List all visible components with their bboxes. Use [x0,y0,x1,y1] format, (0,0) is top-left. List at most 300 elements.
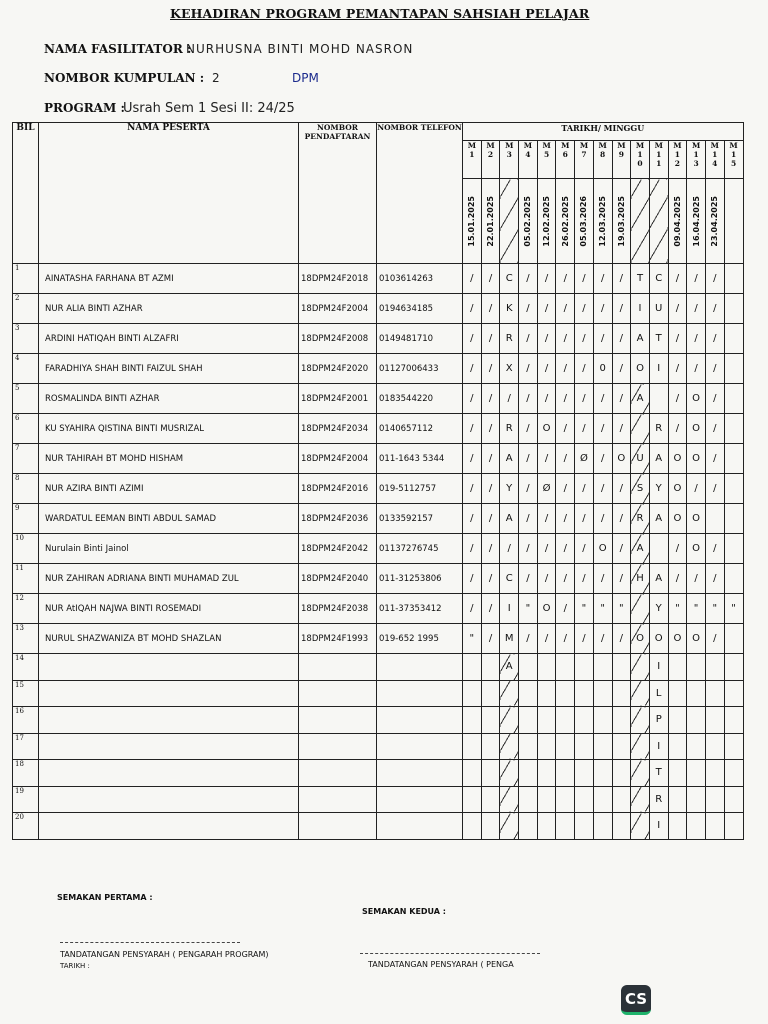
phone-number [377,707,463,734]
attendance-mark [519,707,538,734]
date1-label: TARIKH : [60,962,90,970]
group-extra: DPM [292,71,319,85]
table-row [13,444,744,474]
attendance-mark: / [575,384,594,414]
attendance-mark: / [687,564,706,594]
attendance-mark: " [575,594,594,624]
attendance-mark: / [537,324,556,354]
attendance-mark [705,707,724,734]
attendance-mark: " [519,594,538,624]
attendance-mark: / [463,444,482,474]
attendance-mark [519,786,538,813]
attendance-mark: / [705,294,724,324]
attendance-mark: / [481,324,500,354]
week-header: M 1 4 [705,141,724,179]
attendance-mark [705,813,724,840]
attendance-mark: I [631,294,650,324]
col-weeks-title: TARIKH/ MINGGU [463,123,744,141]
table-row [13,474,744,504]
attendance-mark: / [705,354,724,384]
date-label: 05.02.2025 [523,195,533,247]
attendance-mark: R [649,786,668,813]
row-number: 20 [13,813,39,840]
attendance-mark [519,733,538,760]
participant-name [39,760,299,787]
registration-number: 18DPM24F2016 [299,474,377,504]
attendance-mark [687,813,706,840]
attendance-mark: H [631,564,650,594]
attendance-mark [500,680,519,707]
date-label: 12.02.2025 [542,195,552,247]
attendance-mark [724,707,743,734]
table-row [13,294,744,324]
attendance-mark: / [612,414,631,444]
attendance-mark: " [668,594,687,624]
row-number: 13 [13,624,39,654]
participant-name: WARDATUL EEMAN BINTI ABDUL SAMAD [39,504,299,534]
participant-name: NUR AZIRA BINTI AZIMI [39,474,299,504]
attendance-mark: / [463,294,482,324]
attendance-mark: / [463,504,482,534]
attendance-mark: I [649,654,668,681]
attendance-mark [724,760,743,787]
attendance-mark: P [649,707,668,734]
row-number: 9 [13,504,39,534]
row-number: 7 [13,444,39,474]
attendance-mark: / [481,354,500,384]
date-header [705,179,724,264]
attendance-mark: / [519,624,538,654]
attendance-mark: / [519,324,538,354]
attendance-mark: / [668,534,687,564]
attendance-mark: C [500,564,519,594]
attendance-mark: / [575,504,594,534]
attendance-mark: / [481,444,500,474]
attendance-mark: A [649,504,668,534]
attendance-mark: / [612,384,631,414]
registration-number: 18DPM24F2004 [299,294,377,324]
attendance-mark [724,414,743,444]
table-row [13,564,744,594]
participant-name [39,733,299,760]
table-row [13,594,744,624]
attendance-mark [575,654,594,681]
attendance-mark: A [631,384,650,414]
attendance-mark: / [612,324,631,354]
attendance-mark: / [705,444,724,474]
date-label: 16.04.2025 [691,195,701,247]
attendance-mark: O [649,624,668,654]
attendance-mark: / [593,384,612,414]
attendance-mark: R [649,414,668,444]
table-row [13,534,744,564]
attendance-mark [537,680,556,707]
attendance-mark [556,786,575,813]
week-header: M 6 [556,141,575,179]
attendance-mark: / [537,534,556,564]
participant-name [39,707,299,734]
attendance-mark: / [612,264,631,294]
attendance-mark [631,733,650,760]
attendance-mark [593,786,612,813]
attendance-mark: / [612,534,631,564]
attendance-mark: / [537,564,556,594]
attendance-mark [631,680,650,707]
phone-number: 019-652 1995 [377,624,463,654]
attendance-mark: / [556,354,575,384]
attendance-mark: / [612,474,631,504]
table-row [13,813,744,840]
attendance-mark [705,760,724,787]
date-header [481,179,500,264]
attendance-mark [724,733,743,760]
attendance-mark: S [631,474,650,504]
attendance-mark: Ø [537,474,556,504]
attendance-mark: / [593,294,612,324]
attendance-mark: / [705,534,724,564]
attendance-mark [724,534,743,564]
camscanner-badge: CS [621,985,651,1015]
attendance-mark: / [593,264,612,294]
phone-number: 0133592157 [377,504,463,534]
attendance-mark: / [500,534,519,564]
participant-name: FARADHIYA SHAH BINTI FAIZUL SHAH [39,354,299,384]
attendance-mark: R [631,504,650,534]
page-title: KEHADIRAN PROGRAM PEMANTAPAN SAHSIAH PELAJAR [170,6,590,21]
week-header: M 1 5 [724,141,743,179]
attendance-mark [612,680,631,707]
attendance-mark [519,760,538,787]
attendance-mark: Y [500,474,519,504]
date-header [668,179,687,264]
attendance-mark: / [575,624,594,654]
registration-number [299,680,377,707]
week-header: M 1 3 [687,141,706,179]
phone-number: 011-31253806 [377,564,463,594]
col-tel: NOMBOR TELEFON [377,123,463,264]
attendance-mark: / [537,384,556,414]
participant-name: NUR ZAHIRAN ADRIANA BINTI MUHAMAD ZUL [39,564,299,594]
attendance-mark [500,813,519,840]
attendance-mark [724,294,743,324]
attendance-mark [556,654,575,681]
phone-number: 01137276745 [377,534,463,564]
check2-label: SEMAKAN KEDUA : [362,907,446,916]
attendance-mark: X [500,354,519,384]
attendance-mark: / [668,564,687,594]
attendance-mark [537,813,556,840]
attendance-mark: / [556,534,575,564]
attendance-mark: / [519,564,538,594]
participant-name [39,786,299,813]
date-header [724,179,743,264]
attendance-mark [631,786,650,813]
attendance-mark [668,813,687,840]
attendance-mark: / [575,324,594,354]
attendance-mark: / [705,624,724,654]
attendance-mark: " [593,594,612,624]
attendance-mark: R [500,414,519,444]
date-header [631,179,650,264]
attendance-mark: / [668,354,687,384]
week-header: M 5 [537,141,556,179]
attendance-mark: / [593,324,612,354]
attendance-mark [556,760,575,787]
attendance-mark: / [687,324,706,354]
attendance-mark: / [593,414,612,444]
attendance-mark: / [705,414,724,444]
attendance-mark: / [612,294,631,324]
attendance-mark: / [668,324,687,354]
attendance-mark [668,707,687,734]
attendance-mark: / [463,564,482,594]
attendance-mark: " [705,594,724,624]
attendance-mark: / [687,264,706,294]
registration-number: 18DPM24F2008 [299,324,377,354]
row-number: 15 [13,680,39,707]
attendance-mark [724,324,743,354]
row-number: 2 [13,294,39,324]
attendance-mark [668,654,687,681]
attendance-mark: / [687,474,706,504]
attendance-mark [537,654,556,681]
attendance-mark [631,654,650,681]
registration-number: 18DPM24F2020 [299,354,377,384]
attendance-mark: K [500,294,519,324]
attendance-mark [593,680,612,707]
attendance-mark [705,504,724,534]
attendance-mark [724,564,743,594]
attendance-mark: / [556,384,575,414]
attendance-mark [705,654,724,681]
attendance-mark: / [519,444,538,474]
attendance-mark [724,444,743,474]
attendance-mark [687,760,706,787]
attendance-mark: T [649,760,668,787]
attendance-mark: / [537,294,556,324]
row-number: 1 [13,264,39,294]
date-header [593,179,612,264]
attendance-mark [463,733,482,760]
attendance-mark [705,680,724,707]
attendance-mark: / [556,594,575,624]
attendance-mark [724,813,743,840]
participant-name: ARDINI HATIQAH BINTI ALZAFRI [39,324,299,354]
attendance-mark: L [649,680,668,707]
table-row [13,354,744,384]
attendance-mark [612,760,631,787]
attendance-mark: / [481,624,500,654]
attendance-mark: O [668,624,687,654]
attendance-mark [481,680,500,707]
attendance-mark [537,733,556,760]
col-name: NAMA PESERTA [39,123,299,264]
attendance-mark: O [687,444,706,474]
registration-number [299,813,377,840]
participant-name: NUR ALIA BINTI AZHAR [39,294,299,324]
week-header: M 7 [575,141,594,179]
attendance-mark: / [500,384,519,414]
col-bil: BIL [13,123,39,264]
attendance-mark [687,707,706,734]
attendance-mark [463,786,482,813]
col-reg: NOMBOR PENDAFTARAN [299,123,377,264]
date-label: 19.03.2025 [616,195,626,247]
attendance-mark [612,813,631,840]
attendance-mark [481,654,500,681]
check1-label: SEMAKAN PERTAMA : [57,893,153,902]
attendance-mark: / [593,504,612,534]
registration-number: 18DPM24F2018 [299,264,377,294]
attendance-mark [724,654,743,681]
registration-number: 18DPM24F2042 [299,534,377,564]
table-row [13,624,744,654]
week-header: M 1 1 [649,141,668,179]
attendance-mark: O [537,414,556,444]
attendance-mark [519,680,538,707]
attendance-mark: / [463,414,482,444]
attendance-mark [463,654,482,681]
attendance-mark: / [463,264,482,294]
participant-name [39,680,299,707]
attendance-mark: U [631,444,650,474]
attendance-mark [556,680,575,707]
date-header [500,179,519,264]
attendance-mark [593,733,612,760]
attendance-mark: C [649,264,668,294]
phone-number [377,680,463,707]
table-row [13,680,744,707]
attendance-mark: / [556,414,575,444]
attendance-mark: " [463,624,482,654]
table-row [13,786,744,813]
attendance-mark [537,786,556,813]
attendance-mark: / [519,354,538,384]
attendance-mark [724,354,743,384]
attendance-mark [463,760,482,787]
participant-name [39,813,299,840]
date-label: 22.01.2025 [486,195,496,247]
attendance-mark: A [500,504,519,534]
registration-number [299,760,377,787]
attendance-mark: 0 [593,354,612,384]
attendance-mark: / [575,354,594,384]
table-row [13,707,744,734]
phone-number [377,654,463,681]
registration-number: 18DPM24F2038 [299,594,377,624]
attendance-mark: / [612,564,631,594]
attendance-mark: / [593,564,612,594]
participant-name: NURUL SHAZWANIZA BT MOHD SHAZLAN [39,624,299,654]
attendance-mark [575,707,594,734]
row-number: 19 [13,786,39,813]
attendance-mark: / [519,534,538,564]
attendance-mark [500,786,519,813]
attendance-mark: I [649,733,668,760]
attendance-mark [687,654,706,681]
attendance-mark [631,707,650,734]
date-header [519,179,538,264]
attendance-mark: / [481,294,500,324]
table-row [13,384,744,414]
attendance-mark: / [519,264,538,294]
date-header [463,179,482,264]
attendance-mark [481,707,500,734]
attendance-mark: / [612,504,631,534]
row-number: 6 [13,414,39,444]
attendance-mark: / [705,474,724,504]
phone-number: 01127006433 [377,354,463,384]
attendance-mark: / [537,504,556,534]
attendance-mark: / [481,474,500,504]
date-label: 09.04.2025 [672,195,682,247]
attendance-mark: O [631,354,650,384]
attendance-mark: / [575,264,594,294]
attendance-mark [687,786,706,813]
attendance-table [12,122,744,840]
attendance-mark: / [687,294,706,324]
attendance-mark [687,680,706,707]
attendance-mark [724,504,743,534]
attendance-mark: O [668,504,687,534]
attendance-mark [481,760,500,787]
attendance-mark: / [463,474,482,504]
date-label: 15.01.2025 [467,195,477,247]
week-header: M 1 0 [631,141,650,179]
attendance-mark: R [500,324,519,354]
attendance-mark: / [463,324,482,354]
attendance-mark [556,813,575,840]
attendance-mark: / [705,264,724,294]
attendance-mark: / [537,354,556,384]
attendance-mark: / [519,294,538,324]
attendance-mark: A [649,564,668,594]
attendance-mark: A [631,324,650,354]
attendance-mark: O [668,444,687,474]
phone-number: 011-1643 5344 [377,444,463,474]
date-label: 12.03.2025 [598,195,608,247]
participant-name [39,654,299,681]
attendance-mark: / [519,384,538,414]
attendance-mark: " [724,594,743,624]
attendance-mark: / [519,414,538,444]
date-header [556,179,575,264]
attendance-mark: / [687,354,706,384]
row-number: 5 [13,384,39,414]
attendance-mark: / [668,384,687,414]
week-header: M 2 [481,141,500,179]
row-number: 8 [13,474,39,504]
phone-number: 0103614263 [377,264,463,294]
week-header: M 4 [519,141,538,179]
date-label: 05.03.2026 [579,195,589,247]
attendance-mark [612,733,631,760]
attendance-mark: / [575,414,594,444]
date-label: 26.02.2025 [560,195,570,247]
attendance-mark [500,707,519,734]
attendance-mark [724,384,743,414]
phone-number: 0183544220 [377,384,463,414]
attendance-mark [668,680,687,707]
attendance-mark: T [649,324,668,354]
participant-name: NUR TAHIRAH BT MOHD HISHAM [39,444,299,474]
attendance-mark: A [500,654,519,681]
phone-number: 0140657112 [377,414,463,444]
attendance-mark [463,813,482,840]
attendance-mark: / [481,564,500,594]
attendance-mark: / [593,444,612,474]
date-header [612,179,631,264]
